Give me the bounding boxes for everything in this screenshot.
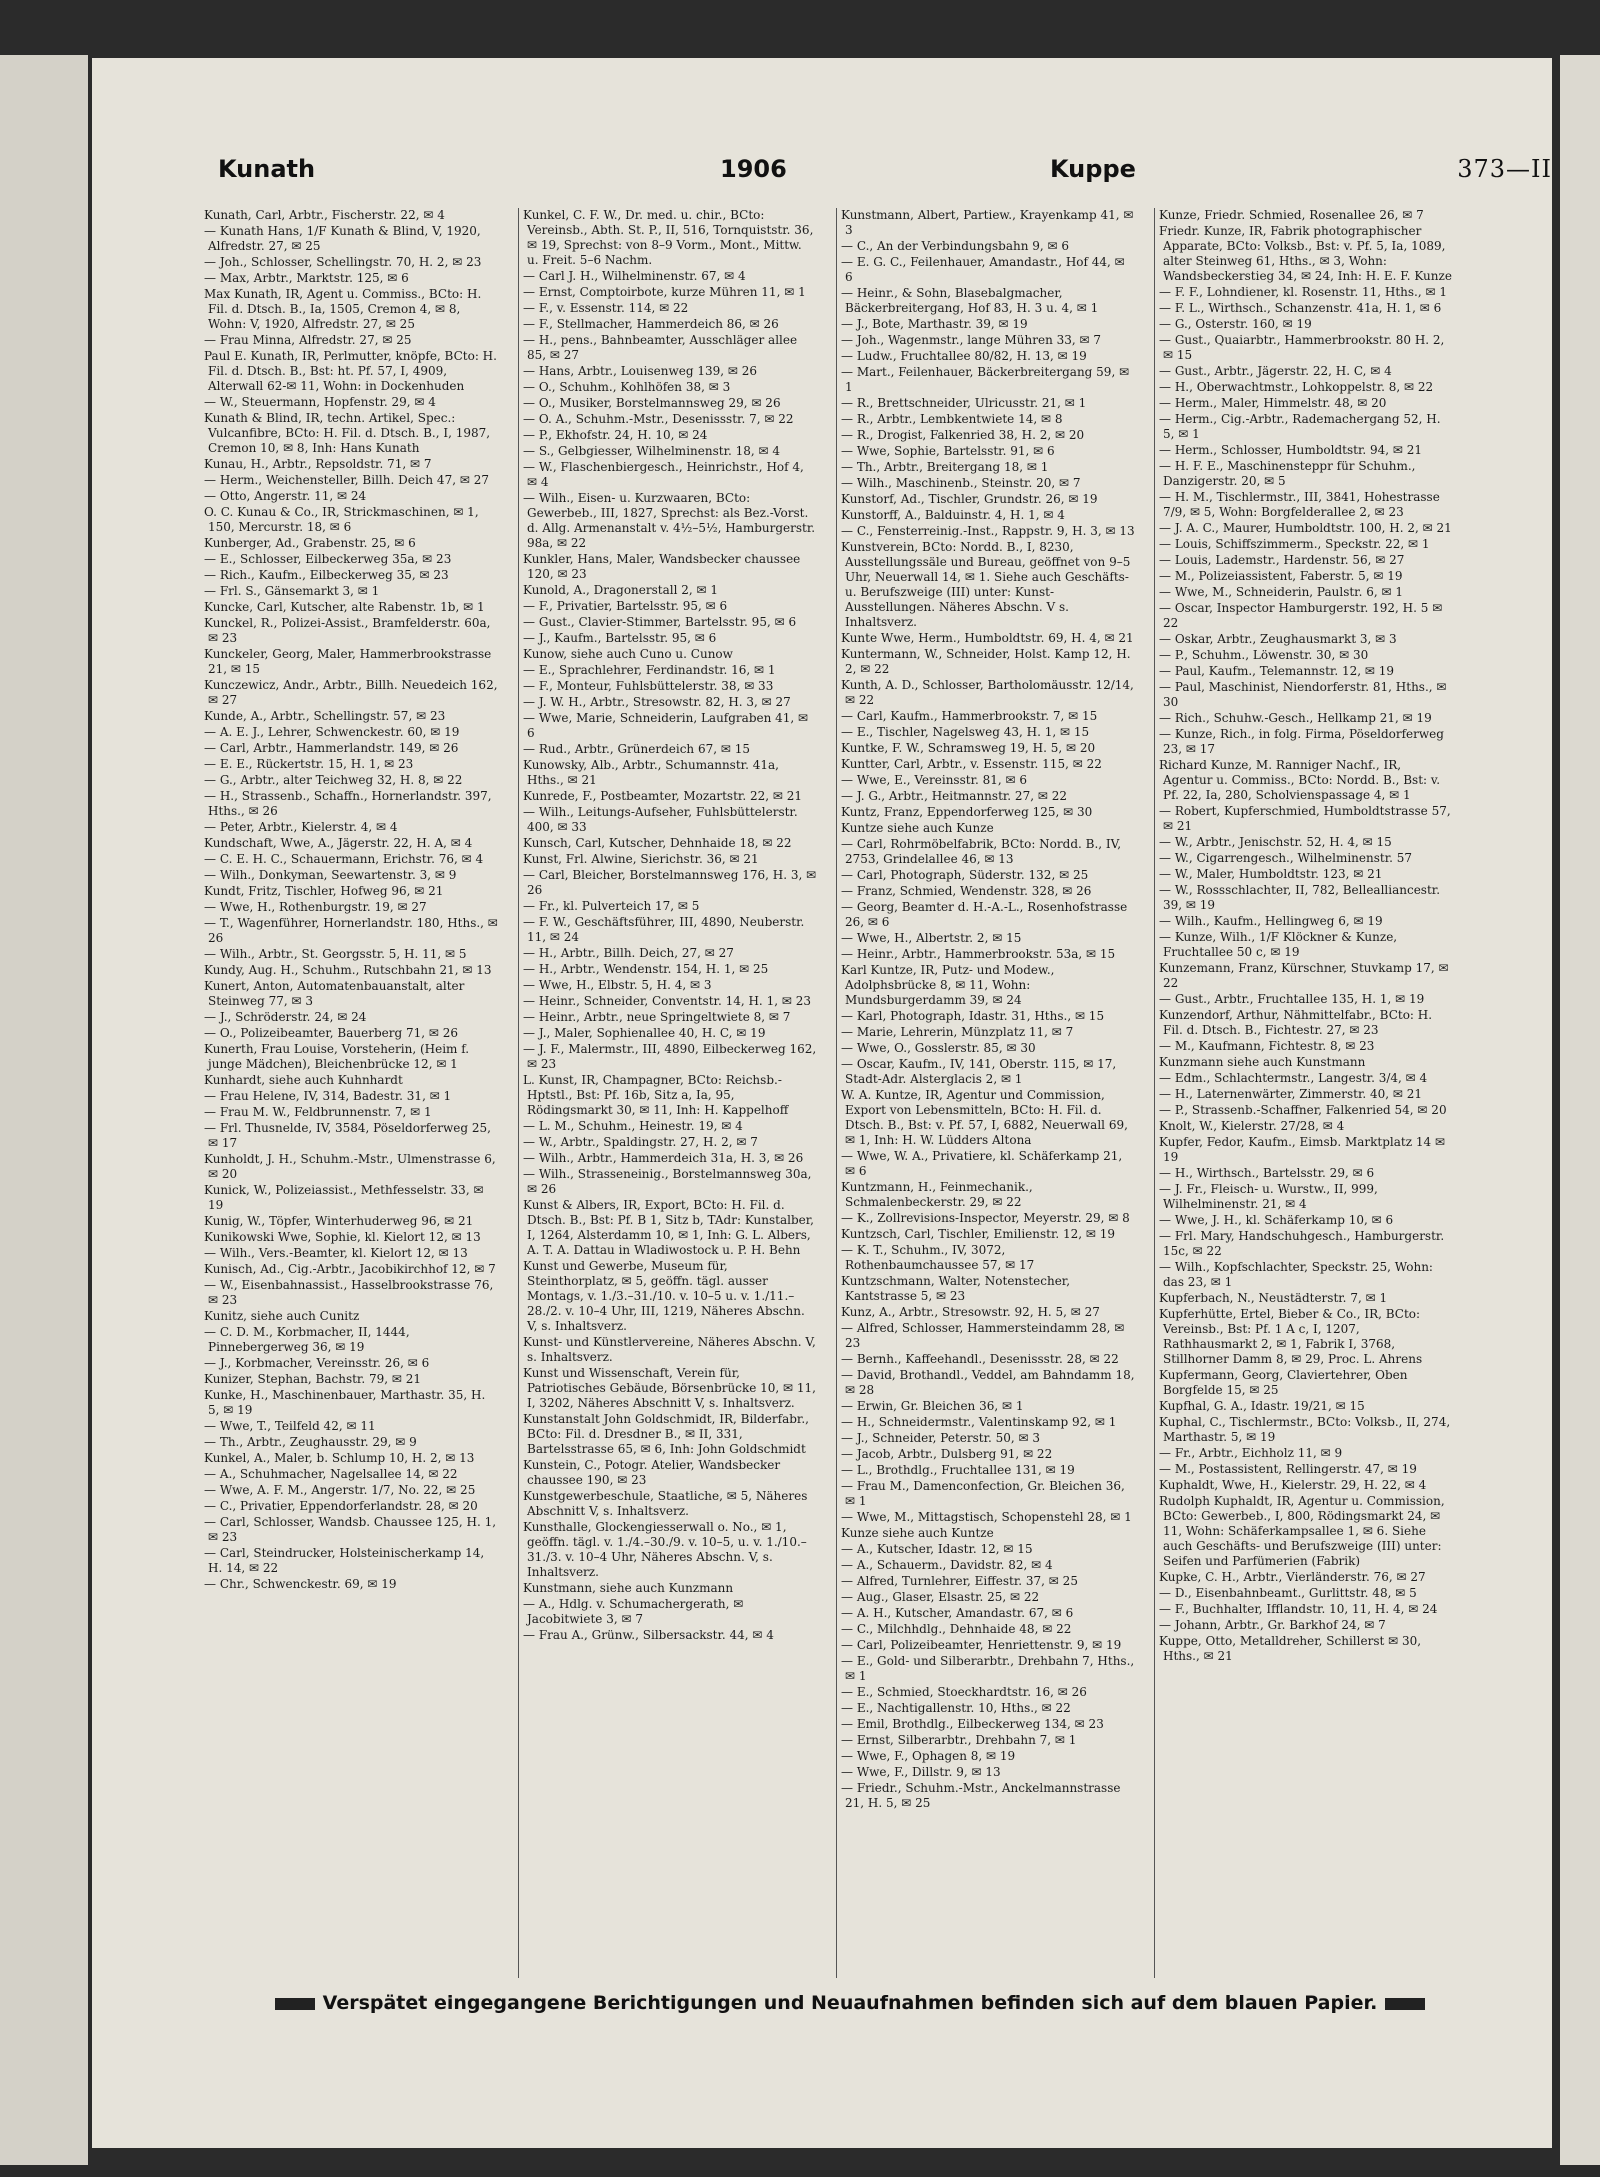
directory-entry: — Carl, Rohrmöbelfabrik, BCto: Nordd. B., IV, 2753, Grindelallee 46, ✉ 13 xyxy=(841,837,1122,866)
directory-entry: Kunisch, Ad., Cig.-Arbtr., Jacobikirchhof 12, ✉ 7 xyxy=(204,1262,496,1276)
directory-entry: — A., Kutscher, Idastr. 12, ✉ 15 xyxy=(841,1542,1033,1556)
directory-entry: Kupferhütte, Ertel, Bieber & Co., IR, BCto: Vereinsb., Bst: Pf. 1 A c, I, 1207, Rathhausmarkt 2, ✉ 1, Fabrik I, 3768, Stillhorner Damm 8, ✉ 29, Proc. L. Ahrens xyxy=(1159,1307,1423,1366)
directory-entry: — W., Arbtr., Jenischstr. 52, H. 4, ✉ 15 xyxy=(1159,835,1392,849)
directory-entry: — Frl. Thusnelde, IV, 3584, Pöseldorferweg 25, ✉ 17 xyxy=(204,1121,491,1150)
directory-entry: Kuntzschmann, Walter, Notenstecher, Kantstrasse 5, ✉ 23 xyxy=(841,1274,1071,1303)
column-1 xyxy=(200,208,500,1978)
directory-entry: — A., Schuhmacher, Nagelsallee 14, ✉ 22 xyxy=(204,1467,458,1481)
directory-entry: — Wilh., Arbtr., St. Georgsstr. 5, H. 11, ✉ 5 xyxy=(204,947,467,961)
directory-entry: — H., Strassenb., Schaffn., Hornerlandstr. 397, Hths., ✉ 26 xyxy=(204,789,492,818)
directory-entry: — Wwe, F., Dillstr. 9, ✉ 13 xyxy=(841,1765,1001,1779)
directory-entry: Kundschaft, Wwe, A., Jägerstr. 22, H. A, ✉ 4 xyxy=(204,836,473,850)
directory-entry: — Wwe, M., Schneiderin, Paulstr. 6, ✉ 1 xyxy=(1159,585,1403,599)
directory-entry: — Carl J. H., Wilhelminenstr. 67, ✉ 4 xyxy=(523,269,746,283)
directory-entry: — H., Laternenwärter, Zimmerstr. 40, ✉ 21 xyxy=(1159,1087,1423,1101)
directory-entry: — O., Musiker, Borstelmannsweg 29, ✉ 26 xyxy=(523,396,781,410)
directory-entry: Kunow, siehe auch Cuno u. Cunow xyxy=(523,647,733,661)
directory-entry: Kuphal, C., Tischlermstr., BCto: Volksb., II, 274, Marthastr. 5, ✉ 19 xyxy=(1159,1415,1451,1444)
directory-entry: — W., Maler, Humboldtstr. 123, ✉ 21 xyxy=(1159,867,1383,881)
directory-entry: — Frl. Mary, Handschuhgesch., Hamburgerstr. 15c, ✉ 22 xyxy=(1159,1229,1445,1258)
directory-entry: — Edm., Schlachtermstr., Langestr. 3/4, ✉ 4 xyxy=(1159,1071,1428,1085)
directory-entry: — H., Schneidermstr., Valentinskamp 92, ✉ 1 xyxy=(841,1415,1117,1429)
directory-entry: — Frau M. W., Feldbrunnenstr. 7, ✉ 1 xyxy=(204,1105,432,1119)
directory-entry: Kuntz, Franz, Eppendorferweg 125, ✉ 30 xyxy=(841,805,1093,819)
directory-entry: — J. G., Arbtr., Heitmannstr. 27, ✉ 22 xyxy=(841,789,1067,803)
directory-entry: — Wwe, T., Teilfeld 42, ✉ 11 xyxy=(204,1419,376,1433)
directory-entry: — Chr., Schwenckestr. 69, ✉ 19 xyxy=(204,1577,397,1591)
directory-entry: — Frau A., Grünw., Silbersackstr. 44, ✉ 4 xyxy=(523,1628,774,1642)
directory-entry: Kunkel, A., Maler, b. Schlump 10, H. 2, ✉ 13 xyxy=(204,1451,475,1465)
directory-entry: — Rud., Arbtr., Grünerdeich 67, ✉ 15 xyxy=(523,742,751,756)
directory-entry: Kunick, W., Polizeiassist., Methfesselstr. 33, ✉ 19 xyxy=(204,1183,484,1212)
directory-entry: Kunstmann, siehe auch Kunzmann xyxy=(523,1581,734,1595)
directory-entry: Kunz, A., Arbtr., Stresowstr. 92, H. 5, ✉ 27 xyxy=(841,1305,1100,1319)
directory-entry: — Wwe, Marie, Schneiderin, Laufgraben 41, ✉ 6 xyxy=(523,711,809,740)
directory-entry: — Alfred, Turnlehrer, Eiffestr. 37, ✉ 25 xyxy=(841,1574,1078,1588)
page-number: 373—II xyxy=(1457,155,1552,183)
directory-entry: — Frl. S., Gänsemarkt 3, ✉ 1 xyxy=(204,584,380,598)
directory-entry: — Wwe, O., Gosslerstr. 85, ✉ 30 xyxy=(841,1041,1036,1055)
directory-entry: — E., Schlosser, Eilbeckerweg 35a, ✉ 23 xyxy=(204,552,452,566)
directory-entry: — F., Buchhalter, Ifflandstr. 10, 11, H. 4, ✉ 24 xyxy=(1159,1602,1438,1616)
directory-entry: — Paul, Kaufm., Telemannstr. 12, ✉ 19 xyxy=(1159,664,1394,678)
directory-entry: — H., Oberwachtmstr., Lohkoppelstr. 8, ✉ 22 xyxy=(1159,380,1434,394)
page-header xyxy=(200,155,1560,191)
directory-entry: — E., Gold- und Silberarbtr., Drehbahn 7, Hths., ✉ 1 xyxy=(841,1654,1135,1683)
directory-entry: Kunath & Blind, IR, techn. Artikel, Spec.: Vulcanfibre, BCto: H. Fil. d. Dtsch. B., I, 1987, Cremon 10, ✉ 8, Inh: Hans Kunath xyxy=(204,411,491,455)
directory-entry: — Ludw., Fruchtallee 80/82, H. 13, ✉ 19 xyxy=(841,349,1087,363)
directory-entry: Max Kunath, IR, Agent u. Commiss., BCto: H. Fil. d. Dtsch. B., Ia, 1505, Cremon 4, ✉ 8, Wohn: V, 1920, Alfredstr. 27, ✉ 25 xyxy=(204,287,482,331)
directory-entry: Kunst, Frl. Alwine, Sierichstr. 36, ✉ 21 xyxy=(523,852,759,866)
directory-entry: — E. G. C., Feilenhauer, Amandastr., Hof 44, ✉ 6 xyxy=(841,255,1125,284)
directory-entry: Kunckeler, Georg, Maler, Hammerbrookstrasse 21, ✉ 15 xyxy=(204,647,492,676)
directory-entry: — Fr., Arbtr., Eichholz 11, ✉ 9 xyxy=(1159,1446,1343,1460)
directory-entry: — O. A., Schuhm.-Mstr., Desenissstr. 7, ✉ 22 xyxy=(523,412,794,426)
directory-entry: Kunze siehe auch Kuntze xyxy=(841,1526,994,1540)
directory-entry: — Carl, Schlosser, Wandsb. Chaussee 125, H. 1, ✉ 23 xyxy=(204,1515,497,1544)
directory-entry: — C., Milchhdlg., Dehnhaide 48, ✉ 22 xyxy=(841,1622,1072,1636)
directory-entry: — K. T., Schuhm., IV, 3072, Rothenbaumchaussee 57, ✉ 17 xyxy=(841,1243,1035,1272)
directory-entry: Kuntermann, W., Schneider, Holst. Kamp 12, H. 2, ✉ 22 xyxy=(841,647,1131,676)
directory-entry: Kupferbach, N., Neustädterstr. 7, ✉ 1 xyxy=(1159,1291,1388,1305)
directory-entry: Knolt, W., Kielerstr. 27/28, ✉ 4 xyxy=(1159,1119,1345,1133)
directory-entry: — G., Osterstr. 160, ✉ 19 xyxy=(1159,317,1312,331)
directory-entry: — F., v. Essenstr. 114, ✉ 22 xyxy=(523,301,689,315)
directory-entry: — Alfred, Schlosser, Hammersteindamm 28, ✉ 23 xyxy=(841,1321,1125,1350)
directory-entry: — W., Eisenbahnassist., Hasselbrookstrasse 76, ✉ 23 xyxy=(204,1278,494,1307)
directory-entry: — Wwe, A. F. M., Angerstr. 1/7, No. 22, ✉ 25 xyxy=(204,1483,476,1497)
directory-entry: — Joh., Wagenmstr., lange Mühren 33, ✉ 7 xyxy=(841,333,1102,347)
directory-entry: — Wilh., Donkyman, Seewartenstr. 3, ✉ 9 xyxy=(204,868,457,882)
directory-entry: — H. F. E., Maschinensteppr für Schuhm., Danzigerstr. 20, ✉ 5 xyxy=(1159,459,1416,488)
directory-entry: — A. E. J., Lehrer, Schwenckestr. 60, ✉ 19 xyxy=(204,725,460,739)
directory-entry: — Wwe, J. H., kl. Schäferkamp 10, ✉ 6 xyxy=(1159,1213,1394,1227)
directory-entry: — Mart., Feilenhauer, Bäckerbreitergang 59, ✉ 1 xyxy=(841,365,1130,394)
directory-entry: — Wilh., Kopfschlachter, Speckstr. 25, Wohn: das 23, ✉ 1 xyxy=(1159,1260,1433,1289)
directory-entry: Kunkel, C. F. W., Dr. med. u. chir., BCto: Vereinsb., Abth. St. P., II, 516, Tornquiststr. 36, ✉ 19, Sprechst: von 8–9 Vorm., Mont., Mittw. u. Freit. 5–6 Nachm. xyxy=(523,208,814,267)
directory-entry: Kuncke, Carl, Kutscher, alte Rabenstr. 1b, ✉ 1 xyxy=(204,600,485,614)
directory-entry: Kunst und Gewerbe, Museum für, Steinthorplatz, ✉ 5, geöffn. tägl. ausser Montags, v. 1./3.–31./10. v. 10–5 u. v. 1./11.–28./2. v. 10–4 Uhr, III, 1219, Näheres Abschn. V, s. Inhaltsverz. xyxy=(523,1259,805,1333)
directory-entry: Kunke, H., Maschinenbauer, Marthastr. 35, H. 5, ✉ 19 xyxy=(204,1388,486,1417)
directory-entry: — Heinr., & Sohn, Blasebalgmacher, Bäckerbreitergang, Hof 83, H. 3 u. 4, ✉ 1 xyxy=(841,286,1099,315)
directory-entry: Kundt, Fritz, Tischler, Hofweg 96, ✉ 21 xyxy=(204,884,444,898)
directory-entry: Kunth, A. D., Schlosser, Bartholomäusstr. 12/14, ✉ 22 xyxy=(841,678,1134,707)
directory-entry: — Frau Minna, Alfredstr. 27, ✉ 25 xyxy=(204,333,412,347)
directory-entry: — M., Postassistent, Rellingerstr. 47, ✉ 19 xyxy=(1159,1462,1417,1476)
page-footer xyxy=(230,1992,1470,2026)
directory-entry: — O., Polizeibeamter, Bauerberg 71, ✉ 26 xyxy=(204,1026,459,1040)
directory-entry: — Gust., Arbtr., Fruchtallee 135, H. 1, ✉ 19 xyxy=(1159,992,1425,1006)
directory-entry: — Joh., Schlosser, Schellingstr. 70, H. 2, ✉ 23 xyxy=(204,255,482,269)
directory-entry: — Heinr., Arbtr., neue Springeltwiete 8, ✉ 7 xyxy=(523,1010,791,1024)
directory-entry: — Wwe, W. A., Privatiere, kl. Schäferkamp 21, ✉ 6 xyxy=(841,1149,1123,1178)
directory-entry: Kuntzmann, H., Feinmechanik., Schmalenbeckerstr. 29, ✉ 22 xyxy=(841,1180,1033,1209)
directory-entry: — Wilh., Kaufm., Hellingweg 6, ✉ 19 xyxy=(1159,914,1383,928)
directory-entry: — Ernst, Comptoirbote, kurze Mühren 11, ✉ 1 xyxy=(523,285,806,299)
directory-entry: — R., Drogist, Falkenried 38, H. 2, ✉ 20 xyxy=(841,428,1085,442)
directory-entry: — A. H., Kutscher, Amandastr. 67, ✉ 6 xyxy=(841,1606,1074,1620)
directory-entry: Kupfhal, G. A., Idastr. 19/21, ✉ 15 xyxy=(1159,1399,1365,1413)
directory-entry: — W., Cigarrengesch., Wilhelminenstr. 57 xyxy=(1159,851,1413,865)
directory-entry: — E., Tischler, Nagelsweg 43, H. 1, ✉ 15 xyxy=(841,725,1090,739)
directory-entry: Kunau, H., Arbtr., Repsoldstr. 71, ✉ 7 xyxy=(204,457,432,471)
directory-entry: — Kunze, Wilh., 1/F Klöckner & Kunze, Fruchtallee 50 c, ✉ 19 xyxy=(1159,930,1398,959)
scan-right-edge xyxy=(1560,55,1600,2165)
directory-entry: — Friedr., Schuhm.-Mstr., Anckelmannstrasse 21, H. 5, ✉ 25 xyxy=(841,1781,1121,1810)
directory-entry: — Gust., Quaiarbtr., Hammerbrookstr. 80 H. 2, ✉ 15 xyxy=(1159,333,1445,362)
directory-entry: — Rich., Kaufm., Eilbeckerweg 35, ✉ 23 xyxy=(204,568,449,582)
directory-entry: — P., Schuhm., Löwenstr. 30, ✉ 30 xyxy=(1159,648,1369,662)
directory-entry: — Wwe, Sophie, Bartelsstr. 91, ✉ 6 xyxy=(841,444,1055,458)
directory-entry: — S., Gelbgiesser, Wilhelminenstr. 18, ✉ 4 xyxy=(523,444,781,458)
directory-entry: — M., Polizeiassistent, Faberstr. 5, ✉ 19 xyxy=(1159,569,1403,583)
directory-entry: — F., Monteur, Fuhlsbüttelerstr. 38, ✉ 33 xyxy=(523,679,774,693)
directory-entry: Kuntze siehe auch Kunze xyxy=(841,821,994,835)
directory-entry: Kunath, Carl, Arbtr., Fischerstr. 22, ✉ 4 xyxy=(204,208,445,222)
directory-entry: — Wilh., Strasseneinig., Borstelmannsweg 30a, ✉ 26 xyxy=(523,1167,812,1196)
directory-entry: — C., An der Verbindungsbahn 9, ✉ 6 xyxy=(841,239,1070,253)
directory-entry: — W., Flaschenbiergesch., Heinrichstr., Hof 4, ✉ 4 xyxy=(523,460,804,489)
directory-entry: Kunst- und Künstlervereine, Näheres Abschn. V, s. Inhaltsverz. xyxy=(523,1335,816,1364)
directory-entry: — J., Kaufm., Bartelsstr. 95, ✉ 6 xyxy=(523,631,717,645)
directory-entry: — Wilh., Arbtr., Hammerdeich 31a, H. 3, ✉ 26 xyxy=(523,1151,804,1165)
directory-entry: — K., Zollrevisions-Inspector, Meyerstr. 29, ✉ 8 xyxy=(841,1211,1130,1225)
directory-entry: Rudolph Kuphaldt, IR, Agentur u. Commission, BCto: Gewerbeb., I, 800, Rödingsmarkt 24, ✉ 11, Wohn: Schäferkampsallee 1, ✉ 6. Siehe auch Geschäfts- und Berufszweige (III) unter: Seifen und Parfümerien (Fabrik) xyxy=(1159,1494,1445,1568)
directory-entry: Kunde, A., Arbtr., Schellingstr. 57, ✉ 23 xyxy=(204,709,446,723)
directory-entry: — Wilh., Maschinenb., Steinstr. 20, ✉ 7 xyxy=(841,476,1081,490)
directory-entry: — Wwe, E., Vereinsstr. 81, ✉ 6 xyxy=(841,773,1028,787)
directory-entry: Kunikowski Wwe, Sophie, kl. Kielort 12, ✉ 13 xyxy=(204,1230,481,1244)
directory-entry: — Paul, Maschinist, Niendorferstr. 81, Hths., ✉ 30 xyxy=(1159,680,1447,709)
directory-entry: — J. F., Malermstr., III, 4890, Eilbeckerweg 162, ✉ 23 xyxy=(523,1042,817,1071)
directory-entry: Kunczewicz, Andr., Arbtr., Billh. Neuedeich 162, ✉ 27 xyxy=(204,678,498,707)
directory-entry: — T., Wagenführer, Hornerlandstr. 180, Hths., ✉ 26 xyxy=(204,916,498,945)
directory-entry: — L., Brothdlg., Fruchtallee 131, ✉ 19 xyxy=(841,1463,1075,1477)
directory-entry: — Oskar, Arbtr., Zeughausmarkt 3, ✉ 3 xyxy=(1159,632,1397,646)
directory-entry: — Jacob, Arbtr., Dulsberg 91, ✉ 22 xyxy=(841,1447,1053,1461)
directory-entry: Kunberger, Ad., Grabenstr. 25, ✉ 6 xyxy=(204,536,416,550)
directory-entry: — Louis, Lademstr., Hardenstr. 56, ✉ 27 xyxy=(1159,553,1405,567)
directory-entry: Kunitz, siehe auch Cunitz xyxy=(204,1309,360,1323)
directory-entry: — H. M., Tischlermstr., III, 3841, Hohestrasse 7/9, ✉ 5, Wohn: Borgfelderallee 2, ✉ 23 xyxy=(1159,490,1440,519)
directory-entry: Karl Kuntze, IR, Putz- und Modew., Adolphsbrücke 8, ✉ 11, Wohn: Mundsburgerdamm 39, ✉ 24 xyxy=(841,963,1055,1007)
directory-entry: — Gust., Clavier-Stimmer, Bartelsstr. 95, ✉ 6 xyxy=(523,615,797,629)
directory-entry: L. Kunst, IR, Champagner, BCto: Reichsb.-Hptstl., Bst: Pf. 16b, Sitz a, Ia, 95, Rödingsmarkt 30, ✉ 11, Inh: H. Kappelhoff xyxy=(523,1073,789,1117)
directory-entry: — D., Eisenbahnbeamt., Gurlittstr. 48, ✉ 5 xyxy=(1159,1586,1417,1600)
directory-entry: Kunstgewerbeschule, Staatliche, ✉ 5, Näheres Abschnitt V, s. Inhaltsverz. xyxy=(523,1489,808,1518)
directory-entry: — Herm., Schlosser, Humboldtstr. 94, ✉ 21 xyxy=(1159,443,1423,457)
directory-entry: Kunstanstalt John Goldschmidt, IR, Bilderfabr., BCto: Fil. d. Dresdner B., ✉ II, 331, Bartelsstrasse 65, ✉ 6, Inh: John Goldschmidt xyxy=(523,1412,809,1456)
directory-entry: — H., Arbtr., Billh. Deich, 27, ✉ 27 xyxy=(523,946,734,960)
directory-entry: — J. Fr., Fleisch- u. Wurstw., II, 999, Wilhelminenstr. 21, ✉ 4 xyxy=(1159,1182,1378,1211)
directory-entry: Kupfermann, Georg, Claviertehrer, Oben Borgfelde 15, ✉ 25 xyxy=(1159,1368,1408,1397)
header-last-entry: Kuppe xyxy=(1050,155,1136,183)
directory-entry: — Robert, Kupferschmied, Humboldtstrasse 57, ✉ 21 xyxy=(1159,804,1451,833)
directory-entry: — Otto, Angerstr. 11, ✉ 24 xyxy=(204,489,367,503)
directory-entry: — Carl, Steindrucker, Holsteinischerkamp 14, H. 14, ✉ 22 xyxy=(204,1546,485,1575)
directory-entry: — E., Sprachlehrer, Ferdinandstr. 16, ✉ 1 xyxy=(523,663,776,677)
directory-entry: — Frau Helene, IV, 314, Badestr. 31, ✉ 1 xyxy=(204,1089,452,1103)
directory-entry: Friedr. Kunze, IR, Fabrik photographischer Apparate, BCto: Volksb., Bst: v. Pf. 5, Ia, 1089, alter Steinweg 61, Hths., ✉ 3, Wohn: Wandsbeckerstieg 34, ✉ 24, Inh: H. E. F. Kunze xyxy=(1159,224,1452,283)
directory-entry: — F., Stellmacher, Hammerdeich 86, ✉ 26 xyxy=(523,317,779,331)
directory-entry: — G., Arbtr., alter Teichweg 32, H. 8, ✉ 22 xyxy=(204,773,463,787)
directory-entry: Kunst und Wissenschaft, Verein für, Patriotisches Gebäude, Börsenbrücke 10, ✉ 11, I, 3202, Näheres Abschnitt V, s. Inhaltsverz. xyxy=(523,1366,816,1410)
directory-entry: — Carl, Photograph, Süderstr. 132, ✉ 25 xyxy=(841,868,1089,882)
directory-entry: — Wilh., Eisen- u. Kurzwaaren, BCto: Gewerbeb., III, 1827, Sprechst: als Bez.-Vorst. d. Allg. Armenanstalt v. 4½–5½, Hamburgerstr. 98a, ✉ 22 xyxy=(523,491,816,550)
directory-entry: Kunholdt, J. H., Schuhm.-Mstr., Ulmenstrasse 6, ✉ 20 xyxy=(204,1152,496,1181)
directory-entry: — Bernh., Kaffeehandl., Desenissstr. 28, ✉ 22 xyxy=(841,1352,1119,1366)
directory-entry: Kunzendorf, Arthur, Nähmittelfabr., BCto: H. Fil. d. Dtsch. B., Fichtestr. 27, ✉ 23 xyxy=(1159,1008,1433,1037)
directory-entry: — Wwe, F., Ophagen 8, ✉ 19 xyxy=(841,1749,1016,1763)
directory-entry: Kunst & Albers, IR, Export, BCto: H. Fil. d. Dtsch. B., Bst: Pf. B 1, Sitz b, TAdr: Kunstalber, I, 1264, Alsterdamm 10, ✉ 1, Inh: G. L. Albers, A. T. A. Dattau in Wladiwostock u. P. H. Behn xyxy=(523,1198,814,1257)
directory-entry: — Oscar, Kaufm., IV, 141, Oberstr. 115, ✉ 17, Stadt-Adr. Alsterglacis 2, ✉ 1 xyxy=(841,1057,1117,1086)
directory-entry: — Louis, Schiffszimmerm., Speckstr. 22, ✉ 1 xyxy=(1159,537,1430,551)
directory-entry: Kupfer, Fedor, Kaufm., Eimsb. Marktplatz 14 ✉ 19 xyxy=(1159,1135,1446,1164)
directory-entry: — J., Bote, Marthastr. 39, ✉ 19 xyxy=(841,317,1028,331)
directory-entry: — Wilh., Leitungs-Aufseher, Fuhlsbüttelerstr. 400, ✉ 33 xyxy=(523,805,798,834)
directory-entry: Kuntke, F. W., Schramsweg 19, H. 5, ✉ 20 xyxy=(841,741,1096,755)
directory-entry: — C., Privatier, Eppendorferlandstr. 28, ✉ 20 xyxy=(204,1499,478,1513)
directory-entry: — Heinr., Schneider, Conventstr. 14, H. 1, ✉ 23 xyxy=(523,994,811,1008)
directory-entry: — Marie, Lehrerin, Münzplatz 11, ✉ 7 xyxy=(841,1025,1074,1039)
directory-entry: — Fr., kl. Pulverteich 17, ✉ 5 xyxy=(523,899,700,913)
directory-entry: — Th., Arbtr., Zeughausstr. 29, ✉ 9 xyxy=(204,1435,417,1449)
directory-entry: — Kunath Hans, 1/F Kunath & Blind, V, 1920, Alfredstr. 27, ✉ 25 xyxy=(204,224,481,253)
directory-entry: — J., Maler, Sophienallee 40, H. C, ✉ 19 xyxy=(523,1026,766,1040)
column-4 xyxy=(1154,208,1455,1978)
directory-entry: Richard Kunze, M. Ranniger Nachf., IR, Agentur u. Commiss., BCto: Nordd. B., Bst: v. Pf. 22, Ia, 280, Scholvienspassage 4, ✉ 1 xyxy=(1159,758,1441,802)
directory-entry: Kunzmann siehe auch Kunstmann xyxy=(1159,1055,1366,1069)
directory-entry: Kunrede, F., Postbeamter, Mozartstr. 22, ✉ 21 xyxy=(523,789,802,803)
directory-entry: — Georg, Beamter d. H.-A.-L., Rosenhofstrasse 26, ✉ 6 xyxy=(841,900,1128,929)
directory-entry: — J. W. H., Arbtr., Stresowstr. 82, H. 3, ✉ 27 xyxy=(523,695,791,709)
directory-entry: — J., Schröderstr. 24, ✉ 24 xyxy=(204,1010,367,1024)
directory-entry: — Franz, Schmied, Wendenstr. 328, ✉ 26 xyxy=(841,884,1092,898)
directory-entry: Kunhardt, siehe auch Kuhnhardt xyxy=(204,1073,403,1087)
directory-entry: — W., Steuermann, Hopfenstr. 29, ✉ 4 xyxy=(204,395,436,409)
directory-entry: — P., Ekhofstr. 24, H. 10, ✉ 24 xyxy=(523,428,708,442)
directory-entry: — Heinr., Arbtr., Hammerbrookstr. 53a, ✉ 15 xyxy=(841,947,1116,961)
directory-entry: — Carl, Bleicher, Borstelmannsweg 176, H. 3, ✉ 26 xyxy=(523,868,817,897)
directory-entry: — Gust., Arbtr., Jägerstr. 22, H. C, ✉ 4 xyxy=(1159,364,1392,378)
directory-entry: — J. A. C., Maurer, Humboldtstr. 100, H. 2, ✉ 21 xyxy=(1159,521,1452,535)
directory-entry: Kunig, W., Töpfer, Winterhuderweg 96, ✉ 21 xyxy=(204,1214,474,1228)
directory-entry: — Herm., Cig.-Arbtr., Rademachergang 52, H. 5, ✉ 1 xyxy=(1159,412,1441,441)
pointing-hand-icon xyxy=(275,1998,315,2010)
column-2 xyxy=(518,208,819,1978)
directory-entry: Kunsch, Carl, Kutscher, Dehnhaide 18, ✉ 22 xyxy=(523,836,792,850)
directory-entry: Kunstmann, Albert, Partiew., Krayenkamp 41, ✉ 3 xyxy=(841,208,1134,237)
directory-entry: Kunstorf, Ad., Tischler, Grundstr. 26, ✉ 19 xyxy=(841,492,1098,506)
directory-entry: — J., Korbmacher, Vereinsstr. 26, ✉ 6 xyxy=(204,1356,430,1370)
directory-entry: Kuntzsch, Carl, Tischler, Emilienstr. 12, ✉ 19 xyxy=(841,1227,1116,1241)
directory-entry: — E., Schmied, Stoeckhardtstr. 16, ✉ 26 xyxy=(841,1685,1087,1699)
directory-entry: — F. F., Lohndiener, kl. Rosenstr. 11, Hths., ✉ 1 xyxy=(1159,285,1447,299)
directory-entry: Kunstorff, A., Balduinstr. 4, H. 1, ✉ 4 xyxy=(841,508,1065,522)
directory-entry: — P., Strassenb.-Schaffner, Falkenried 54, ✉ 20 xyxy=(1159,1103,1447,1117)
directory-entry: — Max, Arbtr., Marktstr. 125, ✉ 6 xyxy=(204,271,409,285)
directory-entry: — J., Schneider, Peterstr. 50, ✉ 3 xyxy=(841,1431,1041,1445)
directory-entry: — Aug., Glaser, Elsastr. 25, ✉ 22 xyxy=(841,1590,1040,1604)
directory-entry: Kundy, Aug. H., Schuhm., Rutschbahn 21, ✉ 13 xyxy=(204,963,492,977)
directory-entry: — Wwe, H., Elbstr. 5, H. 4, ✉ 3 xyxy=(523,978,712,992)
directory-entry: Kunowsky, Alb., Arbtr., Schumannstr. 41a, Hths., ✉ 21 xyxy=(523,758,779,787)
directory-entry: — David, Brothandl., Veddel, am Bahndamm 18, ✉ 28 xyxy=(841,1368,1135,1397)
directory-entry: — Wilh., Vers.-Beamter, kl. Kielort 12, ✉ 13 xyxy=(204,1246,468,1260)
directory-entry: — R., Brettschneider, Ulricusstr. 21, ✉ 1 xyxy=(841,396,1087,410)
header-year: 1906 xyxy=(720,155,787,183)
directory-entry: — Peter, Arbtr., Kielerstr. 4, ✉ 4 xyxy=(204,820,398,834)
directory-entry: — H., pens., Bahnbeamter, Ausschläger allee 85, ✉ 27 xyxy=(523,333,798,362)
directory-entry: — Karl, Photograph, Idastr. 31, Hths., ✉ 15 xyxy=(841,1009,1105,1023)
column-3 xyxy=(836,208,1137,1978)
directory-entry: — C., Fensterreinig.-Inst., Rappstr. 9, H. 3, ✉ 13 xyxy=(841,524,1135,538)
directory-entry: — Carl, Arbtr., Hammerlandstr. 149, ✉ 26 xyxy=(204,741,459,755)
footer-note: Verspätet eingegangene Berichtigungen und Neuaufnahmen befinden sich auf dem blauen Papier. xyxy=(322,1992,1378,2014)
directory-entry: Kunstverein, BCto: Nordd. B., I, 8230, Ausstellungssäle und Bureau, geöffnet von 9–5 Uhr, Neuerwall 14, ✉ 1. Siehe auch Geschäfts- u. Berufszweige (III) unter: Kunst-Ausstellungen. Näheres Abschn. V s. Inhaltsverz. xyxy=(841,540,1131,629)
directory-entry: Kunzemann, Franz, Kürschner, Stuvkamp 17, ✉ 22 xyxy=(1159,961,1449,990)
directory-entry: — E., Nachtigallenstr. 10, Hths., ✉ 22 xyxy=(841,1701,1071,1715)
directory-entry: — H., Wirthsch., Bartelsstr. 29, ✉ 6 xyxy=(1159,1166,1375,1180)
directory-entry: — F. W., Geschäftsführer, III, 4890, Neuberstr. 11, ✉ 24 xyxy=(523,915,805,944)
directory-entry: O. C. Kunau & Co., IR, Strickmaschinen, ✉ 1, 150, Mercurstr. 18, ✉ 6 xyxy=(204,505,479,534)
directory-entry: W. A. Kuntze, IR, Agentur und Commission, Export von Lebensmitteln, BCto: H. Fil. d. Dtsch. B., Bst: v. Pf. 57, I, 6882, Neuerwall 69, ✉ 1, Inh: H. W. Lüdders Altona xyxy=(841,1088,1128,1147)
directory-entry: — Carl, Polizeibeamter, Henriettenstr. 9, ✉ 19 xyxy=(841,1638,1122,1652)
directory-entry: Kunckel, R., Polizei-Assist., Bramfelderstr. 60a, ✉ 23 xyxy=(204,616,491,645)
directory-columns xyxy=(200,208,1470,1978)
directory-entry: Kunerth, Frau Louise, Vorsteherin, (Heim f. junge Mädchen), Bleichenbrücke 12, ✉ 1 xyxy=(204,1042,470,1071)
directory-entry: — W., Arbtr., Spaldingstr. 27, H. 2, ✉ 7 xyxy=(523,1135,758,1149)
directory-entry: — A., Hdlg. v. Schumachergerath, ✉ Jacobitwiete 3, ✉ 7 xyxy=(523,1597,744,1626)
directory-entry: — F. L., Wirthsch., Schanzenstr. 41a, H. 1, ✉ 6 xyxy=(1159,301,1442,315)
scan-left-edge xyxy=(0,55,88,2165)
directory-entry: — Carl, Kaufm., Hammerbrookstr. 7, ✉ 15 xyxy=(841,709,1098,723)
directory-entry: — L. M., Schuhm., Heinestr. 19, ✉ 4 xyxy=(523,1119,743,1133)
directory-entry: — R., Arbtr., Lembkentwiete 14, ✉ 8 xyxy=(841,412,1063,426)
directory-entry: Kunold, A., Dragonerstall 2, ✉ 1 xyxy=(523,583,719,597)
directory-entry: — C. E. H. C., Schauermann, Erichstr. 76, ✉ 4 xyxy=(204,852,484,866)
directory-entry: Kunkler, Hans, Maler, Wandsbecker chaussee 120, ✉ 23 xyxy=(523,552,801,581)
directory-entry: Kunte Wwe, Herm., Humboldtstr. 69, H. 4, ✉ 21 xyxy=(841,631,1134,645)
directory-entry: — Oscar, Inspector Hamburgerstr. 192, H. 5 ✉ 22 xyxy=(1159,601,1443,630)
directory-entry: — F., Privatier, Bartelsstr. 95, ✉ 6 xyxy=(523,599,728,613)
directory-entry: Kunsthalle, Glockengiesserwall o. No., ✉ 1, geöffn. tägl. v. 1./4.–30./9. v. 10–5, u. v. 1./10.–31./3. v. 10–4 Uhr, Näheres Abschn. V, s. Inhaltsverz. xyxy=(523,1520,807,1579)
directory-entry: Kuphaldt, Wwe, H., Kielerstr. 29, H. 22, ✉ 4 xyxy=(1159,1478,1427,1492)
directory-entry: — Herm., Maler, Himmelstr. 48, ✉ 20 xyxy=(1159,396,1387,410)
directory-entry: Kunstein, C., Potogr. Atelier, Wandsbecker chaussee 190, ✉ 23 xyxy=(523,1458,781,1487)
directory-entry: Kunert, Anton, Automatenbauanstalt, alter Steinweg 77, ✉ 3 xyxy=(204,979,465,1008)
directory-entry: — M., Kaufmann, Fichtestr. 8, ✉ 23 xyxy=(1159,1039,1375,1053)
directory-entry: — Herm., Weichensteller, Billh. Deich 47, ✉ 27 xyxy=(204,473,489,487)
directory-entry: Kunze, Friedr. Schmied, Rosenallee 26, ✉ 7 xyxy=(1159,208,1424,222)
directory-entry: — Hans, Arbtr., Louisenweg 139, ✉ 26 xyxy=(523,364,758,378)
directory-entry: — Wwe, H., Rothenburgstr. 19, ✉ 27 xyxy=(204,900,427,914)
directory-entry: — Erwin, Gr. Bleichen 36, ✉ 1 xyxy=(841,1399,1024,1413)
directory-entry: Kuntter, Carl, Arbtr., v. Essenstr. 115, ✉ 22 xyxy=(841,757,1102,771)
directory-entry: — W., Rossschlachter, II, 782, Bellealliancestr. 39, ✉ 19 xyxy=(1159,883,1441,912)
pointing-hand-icon xyxy=(1385,1998,1425,2010)
directory-entry: — A., Schauerm., Davidstr. 82, ✉ 4 xyxy=(841,1558,1053,1572)
directory-entry: — H., Arbtr., Wendenstr. 154, H. 1, ✉ 25 xyxy=(523,962,769,976)
directory-entry: — Emil, Brothdlg., Eilbeckerweg 134, ✉ 23 xyxy=(841,1717,1104,1731)
directory-entry: Paul E. Kunath, IR, Perlmutter, knöpfe, BCto: H. Fil. d. Dtsch. B., Bst: ht. Pf. 57, I, 4909, Alterwall 62-✉ 11, Wohn: in Dockenhuden xyxy=(204,349,497,393)
directory-entry: — Kunze, Rich., in folg. Firma, Pöseldorferweg 23, ✉ 17 xyxy=(1159,727,1444,756)
directory-entry: Kuppe, Otto, Metalldreher, Schillerst ✉ 30, Hths., ✉ 21 xyxy=(1159,1634,1422,1663)
directory-entry: — C. D. M., Korbmacher, II, 1444, Pinnebergerweg 36, ✉ 19 xyxy=(204,1325,410,1354)
header-first-entry: Kunath xyxy=(218,155,316,183)
directory-entry: — Wwe, H., Albertstr. 2, ✉ 15 xyxy=(841,931,1022,945)
directory-entry: — Ernst, Silberarbtr., Drehbahn 7, ✉ 1 xyxy=(841,1733,1077,1747)
directory-entry: — Wwe, M., Mittagstisch, Schopenstehl 28, ✉ 1 xyxy=(841,1510,1132,1524)
directory-entry: — O., Schuhm., Kohlhöfen 38, ✉ 3 xyxy=(523,380,731,394)
directory-entry: Kunizer, Stephan, Bachstr. 79, ✉ 21 xyxy=(204,1372,422,1386)
directory-entry: — Rich., Schuhw.-Gesch., Hellkamp 21, ✉ 19 xyxy=(1159,711,1432,725)
directory-entry: — Johann, Arbtr., Gr. Barkhof 24, ✉ 7 xyxy=(1159,1618,1386,1632)
directory-entry: Kupke, C. H., Arbtr., Vierländerstr. 76, ✉ 27 xyxy=(1159,1570,1426,1584)
directory-entry: — Frau M., Damenconfection, Gr. Bleichen 36, ✉ 1 xyxy=(841,1479,1125,1508)
directory-entry: — Th., Arbtr., Breitergang 18, ✉ 1 xyxy=(841,460,1049,474)
directory-entry: — E. E., Rückertstr. 15, H. 1, ✉ 23 xyxy=(204,757,414,771)
